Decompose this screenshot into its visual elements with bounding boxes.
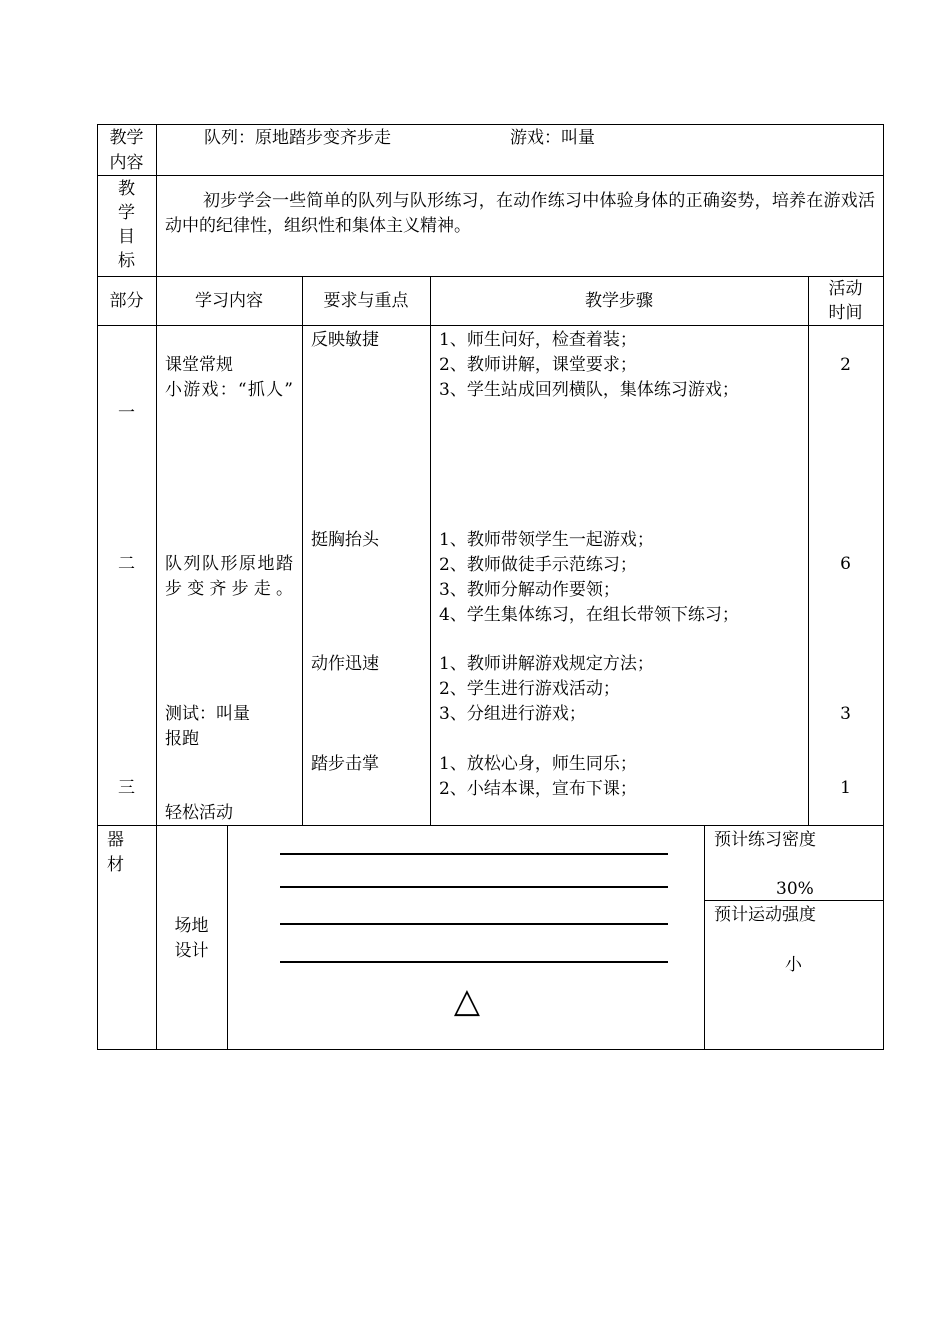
col-divider-learning: [302, 276, 303, 825]
part-two-label: 二: [118, 554, 135, 574]
table-border-top: [97, 124, 884, 125]
intensity-label: 预计运动强度: [714, 905, 816, 925]
table-border-bottom: [97, 1049, 884, 1050]
field-line-4: [280, 961, 668, 963]
table-border-right: [883, 124, 884, 1049]
part-one-time: 2: [840, 355, 851, 375]
content-game: 游戏：叫量: [510, 128, 595, 148]
part-two-requirement: 挺胸抬头: [311, 530, 379, 550]
part-three-time: 1: [840, 778, 851, 798]
col-divider-req: [430, 276, 431, 825]
content-formation: 队列：原地踏步变齐步走: [204, 128, 391, 148]
header-steps: 教学步骤: [585, 291, 653, 311]
density-value: 30%: [776, 879, 814, 899]
part-one-learning-2: 小游戏：“抓人”: [165, 380, 293, 400]
part-three-label: 三: [118, 778, 135, 798]
part-three-requirement: 踏步击掌: [311, 754, 379, 774]
part-one-steps: 1、师生问好，检查着装； 2、教师讲解，课堂要求； 3、学生站成回列横队，集体练习游戏；: [439, 330, 739, 400]
field-line-2: [280, 886, 668, 888]
field-line-3: [280, 923, 668, 925]
field-design-label: 场地 设计: [174, 916, 209, 961]
test-learning: 测试：叫量 报跑: [165, 704, 250, 749]
part-one-requirement: 反映敏捷: [311, 330, 379, 350]
part-two-time: 6: [840, 554, 851, 574]
field-line-1: [280, 853, 668, 855]
col-divider-equip-2: [227, 825, 228, 1049]
row-divider-3: [97, 325, 884, 326]
part-one-label: 一: [118, 403, 135, 423]
part-two-learning: 队列队形原地踏步变齐步走。: [165, 554, 293, 599]
test-time: 3: [840, 704, 851, 724]
header-learning: 学习内容: [195, 291, 263, 311]
intensity-value: 小: [785, 955, 802, 975]
col-divider-label: [156, 124, 157, 825]
density-label: 预计练习密度: [714, 830, 816, 850]
goal-label: 教 学 目 标: [118, 179, 135, 271]
row-divider-2: [97, 276, 884, 277]
part-three-steps: 1、放松心身，师生同乐； 2、小结本课，宣布下课；: [439, 754, 637, 799]
equipment-label: 器 材: [107, 830, 124, 875]
part-three-learning: 轻松活动: [165, 803, 233, 823]
content-label: 教学 内容: [109, 128, 144, 173]
header-time: 活动 时间: [828, 279, 863, 323]
test-steps: 1、教师讲解游戏规定方法； 2、学生进行游戏活动； 3、分组进行游戏；: [439, 654, 654, 724]
header-part: 部分: [109, 291, 144, 311]
part-two-steps: 1、教师带领学生一起游戏； 2、教师做徒手示范练习； 3、教师分解动作要领； 4、学生集体练习，在组长带领下练习；: [439, 530, 739, 625]
part-one-learning-1: 课堂常规: [165, 355, 233, 375]
goal-text: 初步学会一些简单的队列与队形练习，在动作练习中体验身体的正确姿势，培养在游戏活动中的纪律性，组织性和集体主义精神。: [165, 191, 875, 236]
row-divider-1: [97, 175, 884, 176]
test-requirement: 动作迅速: [311, 654, 379, 674]
col-divider-equip-3: [704, 825, 705, 1049]
header-requirements: 要求与重点: [323, 291, 409, 311]
teacher-position-marker: △: [453, 981, 481, 1021]
